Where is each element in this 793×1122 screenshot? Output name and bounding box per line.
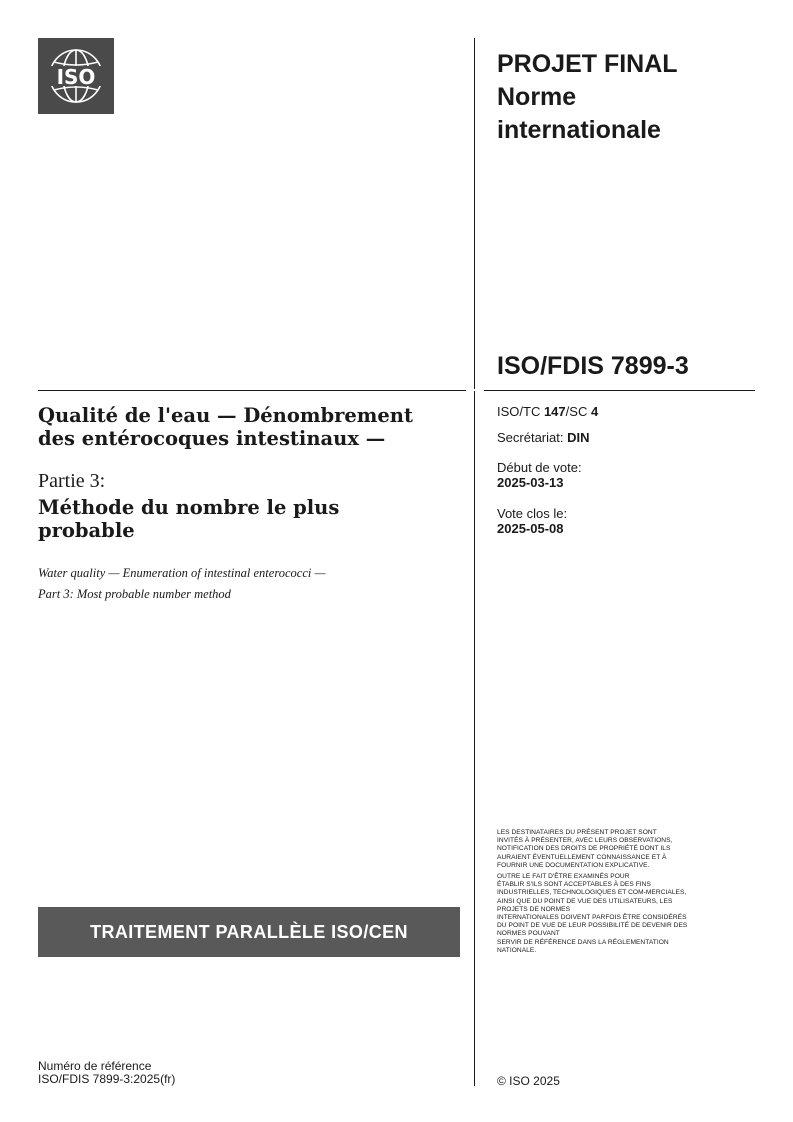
- vote-end-value: 2025-05-08: [497, 521, 564, 536]
- notice-line: NATIONALE.: [497, 946, 537, 954]
- notice-paragraph-2: [497, 873, 755, 955]
- secretariat: [497, 430, 589, 445]
- notice-line: NOTIFICATION DES DROITS DE PROPRIÉTÉ DONT ILS: [497, 845, 671, 853]
- status-line-1: PROJET FINAL: [497, 50, 678, 78]
- notice-paragraph-1: [497, 829, 755, 870]
- reference-value: ISO/FDIS 7899-3:2025(fr): [38, 1072, 176, 1086]
- main-title-line-2: des entérocoques intestinaux —: [38, 427, 386, 450]
- reference-label: Numéro de référence: [38, 1059, 152, 1073]
- vote-end-label: Vote clos le:: [497, 506, 568, 521]
- vote-end: [497, 506, 567, 536]
- main-title: [38, 404, 458, 450]
- status-line-2: Norme: [497, 83, 577, 111]
- notice-line: INTERNATIONALES DOIVENT PARFOIS ÊTRE CONSIDÉRÉS: [497, 914, 687, 922]
- copyright: © ISO 2025: [497, 1074, 560, 1088]
- part-title-line-2: probable: [38, 519, 135, 542]
- notice-line: FOURNIR UNE DOCUMENTATION EXPLICATIVE.: [497, 861, 650, 869]
- vertical-divider-top: [474, 38, 475, 389]
- committee: [497, 404, 598, 419]
- part-label: Partie 3:: [38, 470, 106, 492]
- part-title-line-1: Méthode du nombre le plus: [38, 496, 340, 519]
- notice-line: LES DESTINATAIRES DU PRÉSENT PROJET SONT: [497, 829, 657, 836]
- logo-text: ISO: [56, 65, 96, 89]
- parallel-processing-banner: TRAITEMENT PARALLÈLE ISO/CEN: [38, 907, 460, 957]
- committee-sc: 4: [590, 404, 599, 419]
- notice-line: AURAIENT ÉVENTUELLEMENT CONNAISSANCE ET À: [497, 853, 667, 861]
- document-number: ISO/FDIS 7899-3: [497, 352, 689, 380]
- english-title-line-2: Part 3: Most probable number method: [38, 587, 231, 601]
- vertical-divider-bottom: [474, 391, 475, 1086]
- main-title-line-1: Qualité de l'eau — Dénombrement: [38, 404, 413, 427]
- notice-line: PROJETS DE NORMES: [497, 905, 571, 913]
- notice-line: INVITÉS À PRÉSENTER, AVEC LEURS OBSERVATIONS,: [497, 837, 673, 845]
- status-line-3: internationale: [497, 116, 661, 144]
- iso-globe-icon: [38, 38, 114, 114]
- english-title-line-1: Water quality — Enumeration of intestinal enterococci —: [38, 566, 326, 580]
- secretariat-label: Secrétariat:: [497, 430, 568, 445]
- part-title: [38, 496, 398, 542]
- iso-logo: [38, 38, 114, 114]
- vote-start-value: 2025-03-13: [497, 475, 564, 490]
- notice-line: OUTRE LE FAIT D'ÊTRE EXAMINÉS POUR: [497, 873, 630, 880]
- notice-line: SERVIR DE RÉFÉRENCE DANS LA RÉGLEMENTATION: [497, 938, 669, 946]
- committee-prefix: ISO/TC: [497, 404, 544, 419]
- horizontal-rule-right: [484, 390, 755, 391]
- reference-number: [38, 1060, 175, 1086]
- notice-line: AINSI QUE DU POINT DE VUE DES UTILISATEURS, LES: [497, 897, 673, 905]
- document-status: [497, 48, 757, 147]
- notice-line: NORMES POUVANT: [497, 930, 560, 938]
- notice-line: INDUSTRIELLES, TECHNOLOGIQUES ET COM-MERCIALES,: [497, 889, 687, 897]
- vote-start-label: Début de vote:: [497, 460, 582, 475]
- notice-line: ÉTABLIR S'ILS SONT ACCEPTABLES À DES FINS: [497, 881, 651, 889]
- notice-line: DU POINT DE VUE DE LEUR POSSIBILITÉ DE DEVENIR DES: [497, 922, 688, 930]
- horizontal-rule-left: [38, 390, 466, 391]
- secretariat-value: DIN: [567, 430, 590, 445]
- committee-tc: 147: [543, 404, 566, 419]
- committee-mid: /SC: [565, 404, 591, 419]
- vote-start: [497, 460, 582, 490]
